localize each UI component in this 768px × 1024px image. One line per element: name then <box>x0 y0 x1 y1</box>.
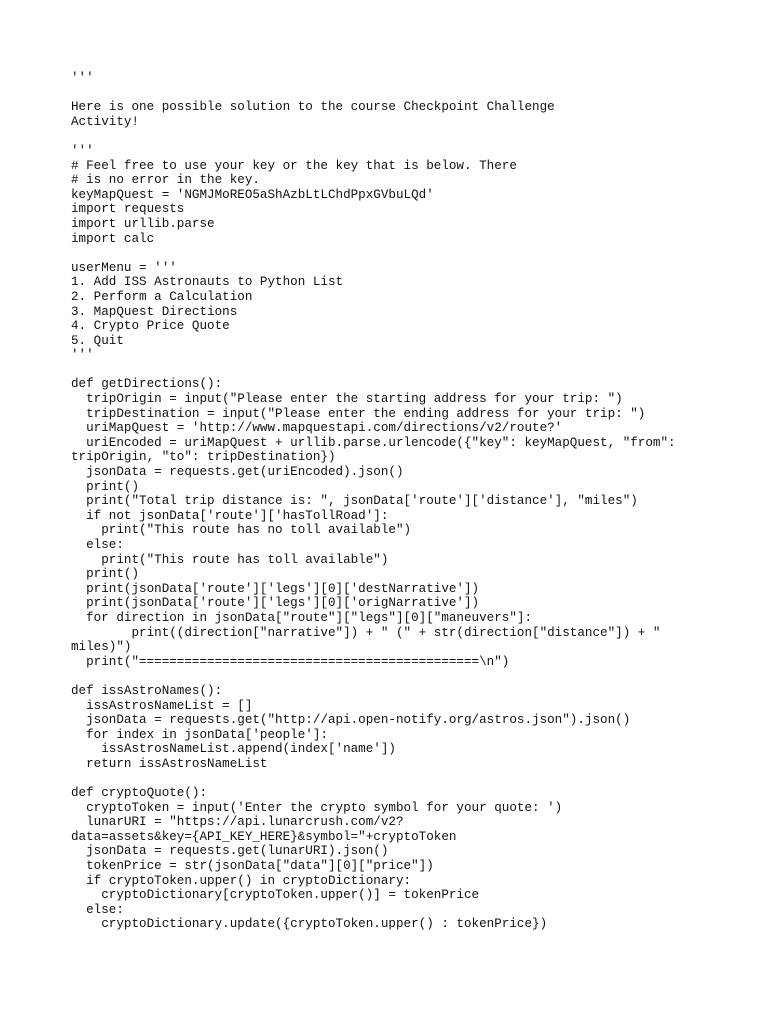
code-line: print("This route has no toll available") <box>71 523 412 538</box>
code-line: def cryptoQuote(): <box>71 786 208 801</box>
code-line: return issAstrosNameList <box>71 756 268 771</box>
code-line: print() <box>71 567 140 582</box>
code-line: print(jsonData['route']['legs'][0]['destNarrative']) <box>71 581 480 596</box>
document-page <box>71 71 711 932</box>
code-line: jsonData = requests.get("http://api.open-notify.org/astros.json").json() <box>71 713 631 728</box>
code-line: import urllib.parse <box>71 216 215 231</box>
code-line: jsonData = requests.get(lunarURI).json() <box>71 844 389 859</box>
code-line: uriEncoded = uriMapQuest + urllib.parse.urlencode({"key": keyMapQuest, "from": <box>71 435 676 450</box>
code-line: issAstrosNameList = [] <box>71 698 253 713</box>
code-line: cryptoDictionary.update({cryptoToken.upper() : tokenPrice}) <box>71 917 548 932</box>
code-line: lunarURI = "https://api.lunarcrush.com/v2? <box>71 815 404 830</box>
code-line: jsonData = requests.get(uriEncoded).json() <box>71 465 404 480</box>
code-line: 5. Quit <box>71 333 124 348</box>
code-line: print("Total trip distance is: ", jsonData['route']['distance'], "miles") <box>71 494 638 509</box>
code-line: 2. Perform a Calculation <box>71 289 253 304</box>
code-line: miles)") <box>71 640 132 655</box>
code-line: Activity! <box>71 114 140 129</box>
code-line: userMenu = ''' <box>71 260 177 275</box>
code-line: else: <box>71 902 124 917</box>
code-line: if cryptoToken.upper() in cryptoDictionary: <box>71 873 412 888</box>
code-line: cryptoToken = input('Enter the crypto symbol for your quote: ') <box>71 800 563 815</box>
code-line: for direction in jsonData["route"]["legs"][0]["maneuvers"]: <box>71 610 533 625</box>
code-line: cryptoDictionary[cryptoToken.upper()] = tokenPrice <box>71 888 480 903</box>
code-listing <box>71 71 711 932</box>
code-line: 1. Add ISS Astronauts to Python List <box>71 275 344 290</box>
code-line: Here is one possible solution to the course Checkpoint Challenge <box>71 100 555 115</box>
code-line: ''' <box>71 143 94 158</box>
code-line: import calc <box>71 231 155 246</box>
code-line: print(jsonData['route']['legs'][0]['origNarrative']) <box>71 596 480 611</box>
code-line: uriMapQuest = 'http://www.mapquestapi.com/directions/v2/route?' <box>71 421 563 436</box>
code-line: if not jsonData['route']['hasTollRoad']: <box>71 508 389 523</box>
code-line: 4. Crypto Price Quote <box>71 319 230 334</box>
code-line: ''' <box>71 71 94 85</box>
code-line: ''' <box>71 348 94 363</box>
code-line: issAstrosNameList.append(index['name']) <box>71 742 396 757</box>
code-line: data=assets&key={API_KEY_HERE}&symbol="+cryptoToken <box>71 829 457 844</box>
code-line: tripDestination = input("Please enter the ending address for your trip: ") <box>71 406 646 421</box>
code-line: print("=============================================\n") <box>71 654 510 669</box>
code-line: tripOrigin, "to": tripDestination}) <box>71 450 336 465</box>
code-line: print("This route has toll available") <box>71 552 389 567</box>
code-line: def issAstroNames(): <box>71 683 223 698</box>
code-line: keyMapQuest = 'NGMJMoREO5aShAzbLtLChdPpxGVbuLQd' <box>71 187 434 202</box>
code-line: else: <box>71 538 124 552</box>
code-line: print((direction["narrative"]) + " (" + str(direction["distance"]) + " <box>71 625 661 640</box>
code-line: print() <box>71 479 140 494</box>
code-line: for index in jsonData['people']: <box>71 727 328 742</box>
code-line: # Feel free to use your key or the key that is below. There <box>71 158 517 173</box>
code-line: def getDirections(): <box>71 377 223 392</box>
code-line: tokenPrice = str(jsonData["data"][0]["price"]) <box>71 859 434 874</box>
code-line: import requests <box>71 202 185 217</box>
code-line: # is no error in the key. <box>71 173 260 188</box>
code-line: 3. MapQuest Directions <box>71 304 238 319</box>
code-line: tripOrigin = input("Please enter the starting address for your trip: ") <box>71 392 623 407</box>
